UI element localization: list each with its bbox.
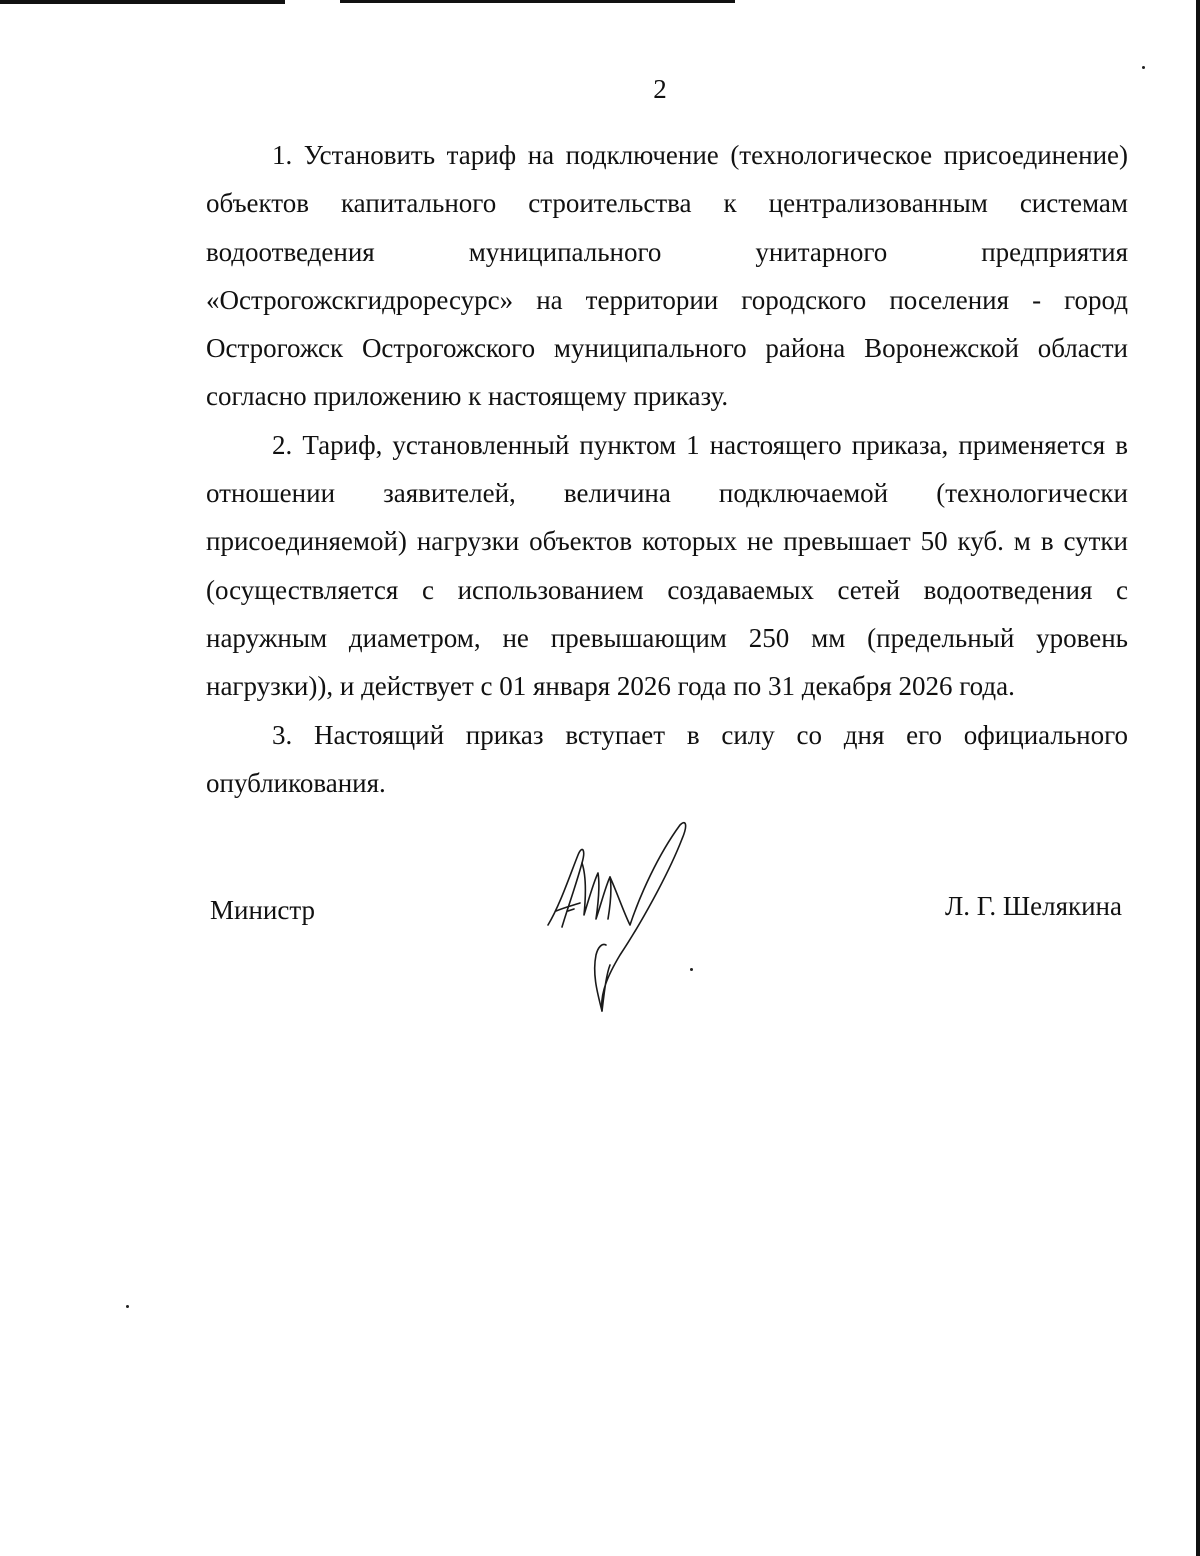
scan-speck (1142, 66, 1145, 69)
scan-edge-top-left (0, 0, 285, 4)
signatory-name: Л. Г. Шелякина (945, 891, 1122, 921)
scan-edge-right (1196, 0, 1200, 1556)
handwritten-signature (540, 815, 700, 1020)
page-number: 2 (653, 74, 667, 104)
paragraph-3: 3. Настоящий приказ вступает в силу со дня его официального опубликования. (206, 719, 1128, 798)
scan-speck (126, 1305, 129, 1308)
document-body (206, 131, 1128, 807)
paragraph-2: 2. Тариф, установленный пунктом 1 настоящего приказа, применяется в отношении заявителей, величина подключаемой (технологически присоединяемой) нагрузки объектов которых не превышает 50 куб. м в сутки (осуществляется с использованием создаваемых сетей водоотведения с наружным диаметром, не превышающим 250 мм (предельный уровень нагрузки)), и действует с 01 января 2026 года по 31 декабря 2026 года. (206, 429, 1128, 702)
scan-speck (690, 968, 693, 971)
paragraph-1: 1. Установить тариф на подключение (технологическое присоединение) объектов капитального строительства к централизованным системам водоотведения муниципального унитарного предприятия «Острогожскгидроресурс» на территории городского поселения - город Острогожск Острогожского муниципального района Воронежской области согласно приложению к настоящему приказу. (206, 140, 1128, 412)
signature-block (0, 815, 1200, 1025)
signatory-title: Министр (210, 895, 315, 925)
scan-edge-top-middle (340, 0, 735, 3)
